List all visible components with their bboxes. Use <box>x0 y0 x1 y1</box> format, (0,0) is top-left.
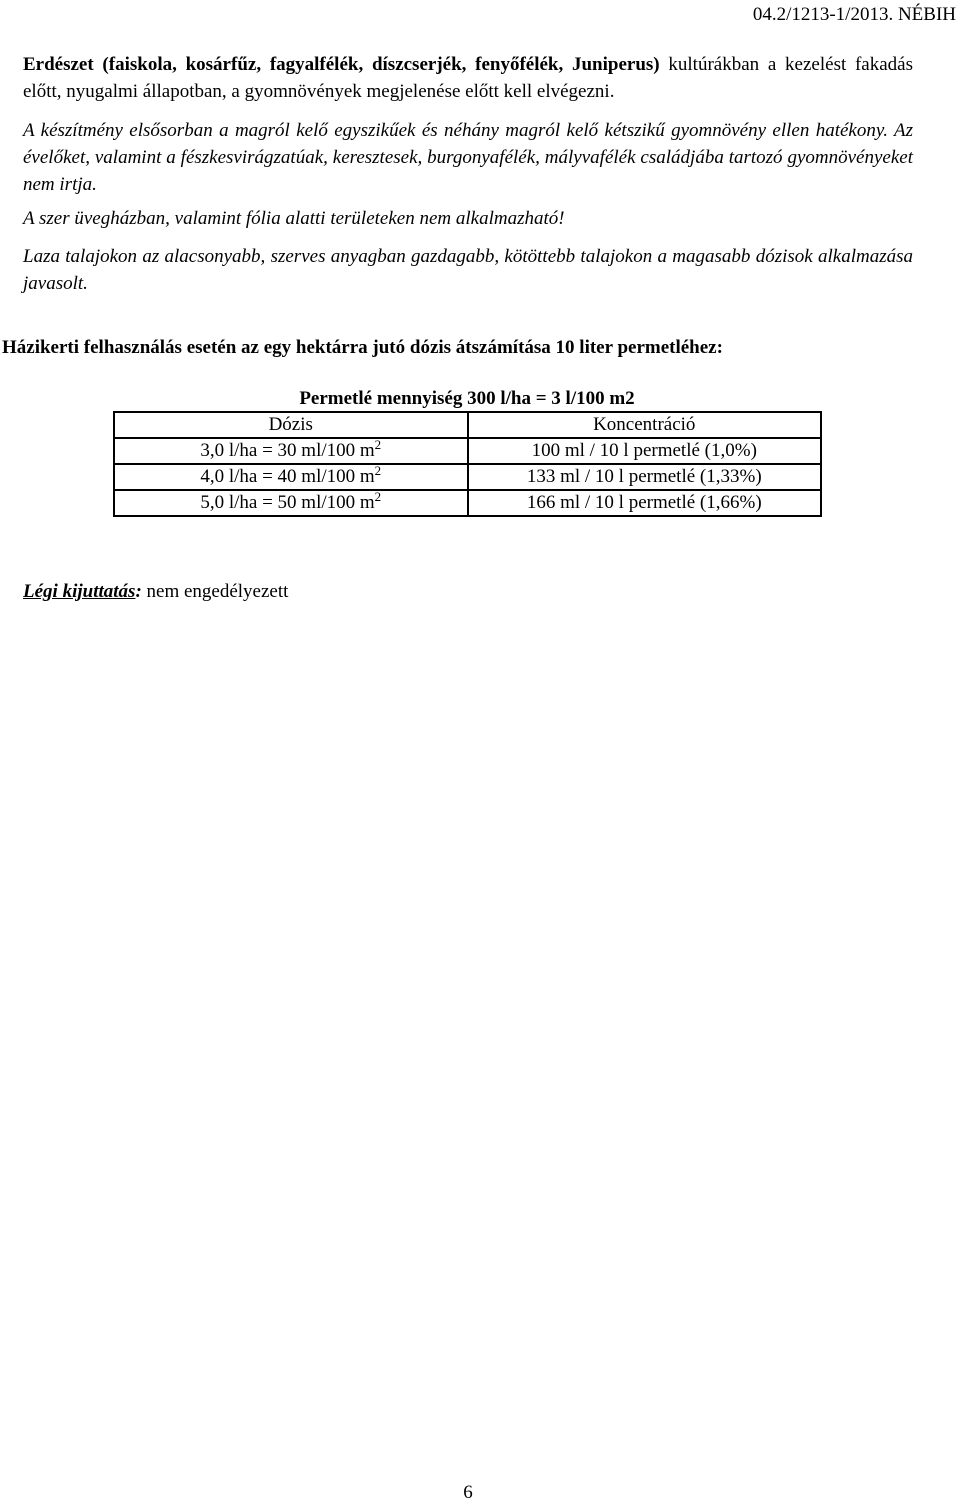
column-header-dose: Dózis <box>114 412 468 438</box>
greenhouse-warning: A szer üvegházban, valamint fólia alatti területeken nem alkalmazható! <box>23 208 565 229</box>
superscript: 2 <box>374 463 382 478</box>
aerial-label: Légi kijuttatás <box>23 581 136 602</box>
aerial-value: nem engedélyezett <box>141 581 289 602</box>
dose-value: 4,0 l/ha = 40 ml/100 m <box>200 466 375 487</box>
concentration-cell: 133 ml / 10 l permetlé (1,33%) <box>468 464 822 490</box>
aerial-application <box>23 578 288 605</box>
superscript: 2 <box>374 489 382 504</box>
column-header-concentration: Koncentráció <box>468 412 822 438</box>
forestry-crops-bold: Erdészet (faiskola, kosárfűz, fagyalfélék, díszcserjék, fenyőfélék, Juniperus) <box>23 54 660 75</box>
table-row <box>114 490 821 516</box>
page-number: 6 <box>463 1482 473 1503</box>
dose-cell <box>114 464 468 490</box>
spray-volume-title: Permetlé mennyiség 300 l/ha = 3 l/100 m2 <box>299 388 635 409</box>
soil-dose-paragraph: Laza talajokon az alacsonyabb, szerves anyagban gazdagabb, kötöttebb talajokon a magasabb dózisok alkalmazása javasolt. <box>23 246 913 294</box>
aerial-colon: : <box>135 581 142 602</box>
concentration-cell: 100 ml / 10 l permetlé (1,0%) <box>468 438 822 464</box>
forestry-paragraph-rest: kultúrákban a kezelést fakadás előtt, nyugalmi állapotban, a gyomnövények megjelenése előtt kell elvégezni. <box>23 54 913 102</box>
table-row <box>114 464 821 490</box>
household-heading: Házikerti felhasználás esetén az egy hektárra jutó dózis átszámítása 10 liter permetléhez: <box>2 337 723 358</box>
dose-value: 5,0 l/ha = 50 ml/100 m <box>200 492 375 513</box>
dose-cell <box>114 438 468 464</box>
superscript: 2 <box>374 437 382 452</box>
dose-value: 3,0 l/ha = 30 ml/100 m <box>200 440 375 461</box>
dose-table <box>113 411 822 517</box>
forestry-paragraph <box>23 51 913 105</box>
table-header-row <box>114 412 821 438</box>
document-reference: 04.2/1213-1/2013. NÉBIH <box>752 4 956 25</box>
dose-cell <box>114 490 468 516</box>
concentration-cell: 166 ml / 10 l permetlé (1,66%) <box>468 490 822 516</box>
table-row <box>114 438 821 464</box>
efficacy-paragraph: A készítmény elsősorban a magról kelő egyszikűek és néhány magról kelő kétszikű gyomnövény ellen hatékony. Az évelőket, valamint a fészkesvirágzatúak, keresztesek, burgonyafélék, mályvafélék családjába tartozó gyomnövényeket nem irtja. <box>23 120 913 195</box>
